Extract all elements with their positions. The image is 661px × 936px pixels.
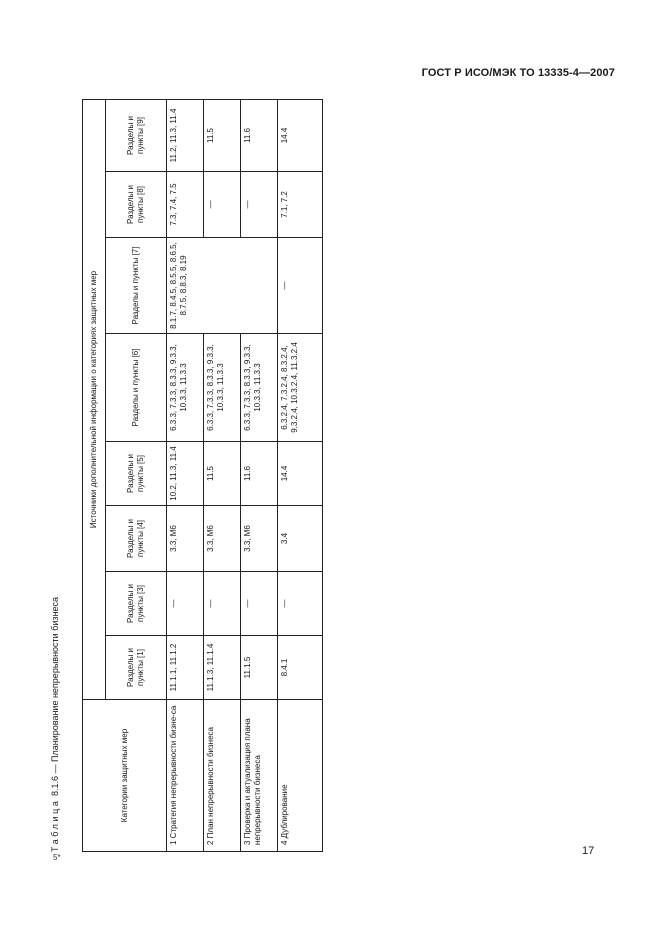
row-category: 3 Проверка и актуализация плана непрерывности бизнеса bbox=[241, 700, 278, 852]
table-cell: — bbox=[241, 572, 278, 636]
table-cell: 3.3, М6 bbox=[241, 506, 278, 572]
table-cell: 14.4 bbox=[278, 99, 323, 171]
table-cell: 11.6 bbox=[241, 442, 278, 506]
table-cell: 8.4.1 bbox=[278, 636, 323, 700]
table-cell: 11.5 bbox=[204, 99, 241, 171]
table-caption bbox=[50, 597, 60, 852]
table-cell-merged: 8.1.7, 8.4.5, 8.5.5, 8.6.5, 8.7.5, 8.8.3, 8.19 bbox=[167, 238, 278, 334]
table-cell: — bbox=[204, 572, 241, 636]
table-cell: 7.3, 7.4, 7.5 bbox=[167, 172, 204, 238]
controls-table bbox=[82, 99, 323, 852]
page-number: 17 bbox=[582, 845, 595, 857]
table-caption-text: 8.1.6 — Планирование непрерывности бизнеса bbox=[50, 597, 60, 796]
table-cell: 7.1, 7.2 bbox=[278, 172, 323, 238]
row-category: 1 Стратегия непрерывности бизне-са bbox=[167, 700, 204, 852]
table-cell: 11.1.1, 11.1.2 bbox=[167, 636, 204, 700]
header-source-6: Разделы и пункты [6] bbox=[106, 334, 167, 442]
row-category: 4 Дублирование bbox=[278, 700, 323, 852]
table-row bbox=[241, 99, 278, 851]
rotated-table-area bbox=[42, 100, 299, 852]
table-row bbox=[204, 99, 241, 851]
table-cell: 11.1.3, 11.1.4 bbox=[204, 636, 241, 700]
table-cell: 3.3, М6 bbox=[167, 506, 204, 572]
table-cell: — bbox=[278, 238, 323, 334]
header-category: Категории защитных мер bbox=[83, 700, 167, 852]
table-caption-word: Таблица bbox=[50, 798, 60, 852]
header-source-4: Разделы и пункты [4] bbox=[106, 506, 167, 572]
table-cell: — bbox=[241, 172, 278, 238]
header-sources-group: Источники дополнительной информации о категориях защитных мер bbox=[83, 99, 106, 699]
table-cell: — bbox=[204, 172, 241, 238]
table-cell: 11.2, 11.3, 11.4 bbox=[167, 99, 204, 171]
folio-mark: 5* bbox=[53, 853, 61, 862]
row-category: 2 План непрерывности бизнеса bbox=[204, 700, 241, 852]
table-cell: — bbox=[278, 572, 323, 636]
table-cell: 6.3.3, 7.3.3, 8.3.3, 9.3.3, 10.3.3, 11.3.3 bbox=[241, 334, 278, 442]
header-source-1: Разделы и пункты [1] bbox=[106, 636, 167, 700]
header-source-9: Разделы и пункты [9] bbox=[106, 99, 167, 171]
table-cell: 11.5 bbox=[204, 442, 241, 506]
table-cell: 6.3.2.4, 7.3.2.4, 8.3.2.4, 9.3.2.4, 10.3.2.4, 11.3.2.4 bbox=[278, 334, 323, 442]
table-cell: 11.1.5 bbox=[241, 636, 278, 700]
header-source-7: Разделы и пункты [7] bbox=[106, 238, 167, 334]
table-cell: 11.6 bbox=[241, 99, 278, 171]
table-cell: — bbox=[167, 572, 204, 636]
table-row bbox=[167, 99, 204, 851]
document-standard-header: ГОСТ Р ИСО/МЭК ТО 13335-4—2007 bbox=[421, 67, 615, 79]
table-header-row-1 bbox=[83, 99, 106, 851]
table-cell: 10.2, 11.3, 11.4 bbox=[167, 442, 204, 506]
header-source-3: Разделы и пункты [3] bbox=[106, 572, 167, 636]
table-cell: 14.4 bbox=[278, 442, 323, 506]
header-source-8: Разделы и пункты [8] bbox=[106, 172, 167, 238]
table-cell: 3.3, М6 bbox=[204, 506, 241, 572]
table-cell: 6.3.3, 7.3.3, 8.3.3, 9.3.3, 10.3.3, 11.3.3 bbox=[167, 334, 204, 442]
table-row bbox=[278, 99, 323, 851]
table-cell: 6.3.3, 7.3.3, 8.3.3, 9.3.3, 10.3.3, 11.3.3 bbox=[204, 334, 241, 442]
rotated-content bbox=[42, 100, 299, 852]
header-source-5: Разделы и пункты [5] bbox=[106, 442, 167, 506]
table-cell: 3.4 bbox=[278, 506, 323, 572]
